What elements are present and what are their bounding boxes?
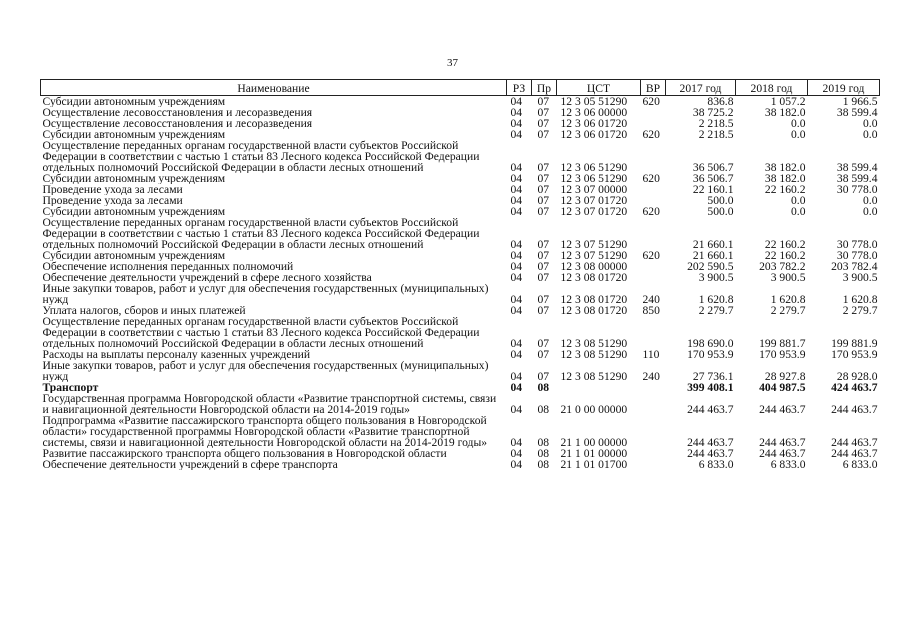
cell-2018: 28 927.8 xyxy=(764,370,806,382)
cell-name: Транспорт xyxy=(42,382,99,393)
cell-pr: 07 xyxy=(537,107,550,118)
cell-rz: 04 xyxy=(510,161,523,173)
table-row xyxy=(41,305,880,316)
cell-2019: 244 463.7 xyxy=(831,436,878,448)
cell-2018: 244 463.7 xyxy=(759,436,806,448)
cell-vr xyxy=(641,261,666,272)
cell-rz: 04 xyxy=(510,349,523,360)
cell-name: Обеспечение деятельности учреждений в сфере транспорта xyxy=(42,459,338,470)
cell-2017: 38 725.2 xyxy=(692,107,734,118)
cell-2017: 198 690.0 xyxy=(687,337,734,349)
cell-2018: 22 160.2 xyxy=(764,184,806,195)
cell-name: Проведение ухода за лесами xyxy=(42,195,183,206)
cell-vr xyxy=(641,382,666,393)
cell-2019: 0.0 xyxy=(863,195,878,206)
cell-cst: 12 3 06 51290 xyxy=(560,161,628,173)
header-rz: РЗ xyxy=(507,80,532,96)
cell-rz: 04 xyxy=(510,173,523,184)
cell-rz: 04 xyxy=(510,370,523,382)
cell-pr: 08 xyxy=(537,459,550,470)
cell-2019: 6 833.0 xyxy=(842,459,878,470)
cell-2018: 0.0 xyxy=(791,118,806,129)
cell-vr: 620 xyxy=(642,206,660,217)
cell-2017: 1 620.8 xyxy=(698,293,734,305)
cell-pr: 07 xyxy=(537,349,550,360)
header-vr: ВР xyxy=(641,80,666,96)
cell-2019: 38 599.4 xyxy=(836,107,878,118)
cell-2019: 30 778.0 xyxy=(836,238,878,250)
cell-2017: 21 660.1 xyxy=(692,238,734,250)
cell-rz: 04 xyxy=(510,250,523,261)
cell-2018: 3 900.5 xyxy=(770,272,806,283)
cell-pr: 07 xyxy=(537,337,550,349)
cell-name: Государственная программа Новгородской области «Развитие транспортной системы, связи и навигационной деятельности Новгородской области на 2014-2019 годы» xyxy=(42,393,497,415)
budget-table xyxy=(40,79,880,470)
table-row xyxy=(41,107,880,118)
table-row xyxy=(41,261,880,272)
cell-rz: 04 xyxy=(510,95,523,107)
cell-pr: 07 xyxy=(537,293,550,305)
cell-2019: 244 463.7 xyxy=(831,403,878,415)
table-row xyxy=(41,448,880,459)
cell-2017: 244 463.7 xyxy=(687,448,734,459)
header-name: Наименование xyxy=(41,80,507,96)
cell-2019: 424 463.7 xyxy=(831,382,878,393)
cell-rz: 04 xyxy=(510,337,523,349)
cell-rz: 04 xyxy=(510,195,523,206)
cell-pr: 07 xyxy=(537,184,550,195)
cell-rz: 04 xyxy=(510,305,523,316)
table-row xyxy=(41,382,880,393)
cell-vr xyxy=(641,140,666,173)
cell-2017: 836.8 xyxy=(707,95,734,107)
table-row xyxy=(41,118,880,129)
cell-cst: 12 3 07 51290 xyxy=(560,238,628,250)
cell-pr: 07 xyxy=(537,261,550,272)
cell-rz: 04 xyxy=(510,206,523,217)
cell-rz: 04 xyxy=(510,436,523,448)
cell-2017: 22 160.1 xyxy=(692,184,734,195)
cell-name: Иные закупки товаров, работ и услуг для обеспечения государственных (муниципальных) нужд xyxy=(42,360,489,382)
cell-name: Осуществление переданных органам государственной власти субъектов Российской Федерации в соответствии с частью 1 статьи 83 Лесного кодекса Российской Федерации отдельных полномочий Российской Федерации в области лесных отношений xyxy=(42,140,480,173)
cell-vr: 620 xyxy=(642,173,660,184)
cell-pr: 07 xyxy=(537,95,550,107)
header-2019: 2019 год xyxy=(808,80,880,96)
cell-2017: 170 953.9 xyxy=(687,349,734,360)
header-cst: ЦСТ xyxy=(557,80,641,96)
cell-cst: 12 3 08 01720 xyxy=(560,293,628,305)
cell-vr: 240 xyxy=(642,293,660,305)
table-row xyxy=(41,173,880,184)
cell-vr xyxy=(641,118,666,129)
cell-pr: 07 xyxy=(537,250,550,261)
page-number: 37 xyxy=(447,57,458,69)
cell-pr: 07 xyxy=(537,305,550,316)
cell-name: Обеспечение деятельности учреждений в сфере лесного хозяйства xyxy=(42,272,372,283)
cell-name: Подпрограмма «Развитие пассажирского транспорта общего пользования в Новгородской области» государственной программы Новгородской области «Развитие транспортной системы, связи и навигационной деятельности Новгородской области на 2014-2019 годы» xyxy=(42,415,488,448)
cell-cst: 12 3 08 01720 xyxy=(560,272,628,283)
cell-2019: 1 966.5 xyxy=(842,95,878,107)
cell-2017: 36 506.7 xyxy=(692,161,734,173)
cell-name: Субсидии автономным учреждениям xyxy=(42,129,226,140)
cell-2018: 203 782.2 xyxy=(759,261,806,272)
cell-rz: 04 xyxy=(510,272,523,283)
table-row xyxy=(41,250,880,261)
cell-cst: 12 3 06 00000 xyxy=(560,107,628,118)
cell-2019: 199 881.9 xyxy=(831,337,878,349)
cell-pr: 07 xyxy=(537,161,550,173)
cell-vr xyxy=(641,184,666,195)
cell-vr xyxy=(641,107,666,118)
cell-name: Осуществление переданных органам государственной власти субъектов Российской Федерации в соответствии с частью 1 статьи 83 Лесного кодекса Российской Федерации отдельных полномочий Российской Федерации в области лесных отношений xyxy=(42,217,480,250)
cell-pr: 07 xyxy=(537,370,550,382)
cell-vr: 110 xyxy=(642,349,660,360)
cell-2018: 199 881.7 xyxy=(759,337,806,349)
cell-pr: 07 xyxy=(537,272,550,283)
cell-2018: 2 279.7 xyxy=(770,305,806,316)
cell-name: Субсидии автономным учреждениям xyxy=(42,250,226,261)
cell-cst: 12 3 06 01720 xyxy=(560,129,628,140)
cell-2017: 3 900.5 xyxy=(698,272,734,283)
cell-2017: 244 463.7 xyxy=(687,403,734,415)
cell-rz: 04 xyxy=(510,118,523,129)
cell-2019: 203 782.4 xyxy=(831,261,878,272)
cell-pr: 07 xyxy=(537,195,550,206)
cell-pr: 07 xyxy=(537,118,550,129)
cell-vr xyxy=(641,393,666,415)
table-body xyxy=(41,96,880,471)
cell-2019: 170 953.9 xyxy=(831,349,878,360)
cell-pr: 07 xyxy=(537,173,550,184)
cell-2017: 2 218.5 xyxy=(698,118,734,129)
cell-2017: 27 736.1 xyxy=(692,370,734,382)
cell-pr: 08 xyxy=(537,436,550,448)
cell-vr xyxy=(641,272,666,283)
cell-vr: 620 xyxy=(642,250,660,261)
cell-2017: 500.0 xyxy=(707,206,734,217)
cell-vr xyxy=(641,448,666,459)
cell-cst xyxy=(557,382,641,393)
cell-2018: 22 160.2 xyxy=(764,238,806,250)
cell-2019: 38 599.4 xyxy=(836,161,878,173)
cell-cst: 12 3 08 00000 xyxy=(560,261,628,272)
cell-name: Обеспечение исполнения переданных полномочий xyxy=(42,261,294,272)
cell-2018: 22 160.2 xyxy=(764,250,806,261)
cell-rz: 04 xyxy=(510,184,523,195)
table-row xyxy=(41,283,880,305)
cell-2019: 0.0 xyxy=(863,118,878,129)
cell-name: Проведение ухода за лесами xyxy=(42,184,183,195)
cell-vr: 620 xyxy=(642,95,660,107)
cell-2018: 404 987.5 xyxy=(759,382,806,393)
cell-cst: 12 3 08 51290 xyxy=(560,337,628,349)
cell-2017: 244 463.7 xyxy=(687,436,734,448)
cell-2018: 0.0 xyxy=(791,195,806,206)
table-row xyxy=(41,349,880,360)
cell-name: Субсидии автономным учреждениям xyxy=(42,206,226,217)
cell-cst: 12 3 06 51290 xyxy=(560,173,628,184)
cell-2018: 0.0 xyxy=(791,206,806,217)
cell-2018: 244 463.7 xyxy=(759,448,806,459)
cell-pr: 07 xyxy=(537,129,550,140)
table-row xyxy=(41,360,880,382)
cell-rz: 04 xyxy=(510,403,523,415)
cell-cst: 12 3 08 51290 xyxy=(560,370,628,382)
cell-name: Уплата налогов, сборов и иных платежей xyxy=(42,305,246,316)
cell-2017: 202 590.5 xyxy=(687,261,734,272)
cell-2017: 2 218.5 xyxy=(698,129,734,140)
cell-rz: 04 xyxy=(510,448,523,459)
cell-cst: 12 3 06 01720 xyxy=(560,118,628,129)
cell-vr: 240 xyxy=(642,370,660,382)
cell-pr: 07 xyxy=(537,206,550,217)
cell-rz: 04 xyxy=(510,107,523,118)
cell-vr: 620 xyxy=(642,129,660,140)
table-row xyxy=(41,206,880,217)
header-2018: 2018 год xyxy=(736,80,808,96)
cell-cst: 12 3 07 01720 xyxy=(560,195,628,206)
table-row xyxy=(41,140,880,173)
table-row xyxy=(41,96,880,108)
cell-2018: 170 953.9 xyxy=(759,349,806,360)
table-row xyxy=(41,195,880,206)
cell-2018: 0.0 xyxy=(791,129,806,140)
cell-pr: 08 xyxy=(537,448,550,459)
cell-2018: 1 057.2 xyxy=(770,95,806,107)
cell-2019: 0.0 xyxy=(863,129,878,140)
cell-2019: 2 279.7 xyxy=(842,305,878,316)
cell-2019: 28 928.0 xyxy=(836,370,878,382)
cell-cst: 12 3 07 51290 xyxy=(560,250,628,261)
header-2017: 2017 год xyxy=(666,80,736,96)
cell-rz: 04 xyxy=(510,261,523,272)
cell-pr: 07 xyxy=(537,238,550,250)
cell-cst: 12 3 07 00000 xyxy=(560,184,628,195)
cell-2017: 6 833.0 xyxy=(698,459,734,470)
table-row xyxy=(41,459,880,470)
cell-2019: 1 620.8 xyxy=(842,293,878,305)
cell-vr xyxy=(641,316,666,349)
cell-2018: 38 182.0 xyxy=(764,161,806,173)
cell-name: Осуществление переданных органам государственной власти субъектов Российской Федерации в соответствии с частью 1 статьи 83 Лесного кодекса Российской Федерации отдельных полномочий Российской Федерации в области лесных отношений xyxy=(42,316,480,349)
cell-vr xyxy=(641,415,666,448)
cell-2019: 0.0 xyxy=(863,206,878,217)
cell-2018: 1 620.8 xyxy=(770,293,806,305)
cell-2019: 3 900.5 xyxy=(842,272,878,283)
table-row xyxy=(41,393,880,415)
cell-2019: 30 778.0 xyxy=(836,250,878,261)
cell-2019: 38 599.4 xyxy=(836,173,878,184)
cell-name: Субсидии автономным учреждениям xyxy=(42,95,226,107)
cell-cst: 12 3 05 51290 xyxy=(560,95,628,107)
header-pr: Пр xyxy=(532,80,557,96)
cell-rz: 04 xyxy=(510,129,523,140)
cell-cst: 21 1 01 00000 xyxy=(560,448,628,459)
cell-cst: 12 3 08 01720 xyxy=(560,305,628,316)
cell-name: Субсидии автономным учреждениям xyxy=(42,173,226,184)
cell-cst: 21 1 00 00000 xyxy=(560,436,628,448)
cell-name: Расходы на выплаты персоналу казенных учреждений xyxy=(42,349,311,360)
cell-2018: 38 182.0 xyxy=(764,107,806,118)
cell-rz: 04 xyxy=(510,459,523,470)
cell-2017: 2 279.7 xyxy=(698,305,734,316)
cell-2019: 30 778.0 xyxy=(836,184,878,195)
table-row xyxy=(41,217,880,250)
cell-vr xyxy=(641,459,666,470)
cell-name: Иные закупки товаров, работ и услуг для обеспечения государственных (муниципальных) нужд xyxy=(42,283,489,305)
cell-rz: 04 xyxy=(510,238,523,250)
cell-2017: 399 408.1 xyxy=(687,382,734,393)
cell-rz: 04 xyxy=(510,382,523,393)
cell-cst: 12 3 08 51290 xyxy=(560,349,628,360)
cell-2018: 244 463.7 xyxy=(759,403,806,415)
cell-pr: 08 xyxy=(537,382,550,393)
cell-name: Осуществление лесовосстановления и лесоразведения xyxy=(42,107,313,118)
cell-cst: 12 3 07 01720 xyxy=(560,206,628,217)
cell-2017: 21 660.1 xyxy=(692,250,734,261)
cell-2018: 38 182.0 xyxy=(764,173,806,184)
cell-vr xyxy=(641,195,666,206)
table-row xyxy=(41,184,880,195)
cell-2017: 36 506.7 xyxy=(692,173,734,184)
cell-name: Развитие пассажирского транспорта общего пользования в Новгородской области xyxy=(42,448,447,459)
table-row xyxy=(41,316,880,349)
cell-2017: 500.0 xyxy=(707,195,734,206)
cell-name: Осуществление лесовосстановления и лесоразведения xyxy=(42,118,313,129)
cell-rz: 04 xyxy=(510,293,523,305)
table-row xyxy=(41,415,880,448)
table-row xyxy=(41,129,880,140)
cell-2018: 6 833.0 xyxy=(770,459,806,470)
table-header xyxy=(41,80,880,96)
cell-cst: 21 0 00 00000 xyxy=(560,403,628,415)
cell-vr xyxy=(641,217,666,250)
table-row xyxy=(41,272,880,283)
cell-pr: 08 xyxy=(537,403,550,415)
cell-vr: 850 xyxy=(642,305,660,316)
cell-cst: 21 1 01 01700 xyxy=(560,459,628,470)
cell-2019: 244 463.7 xyxy=(831,448,878,459)
